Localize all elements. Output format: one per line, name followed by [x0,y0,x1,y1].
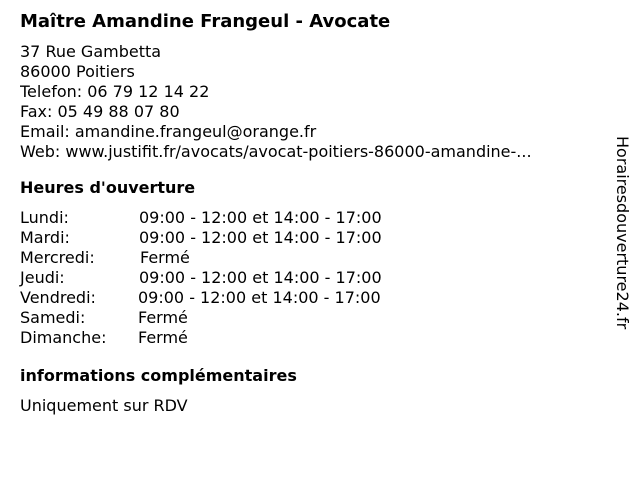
hours-heading: Heures d'ouverture [20,178,196,197]
hours-time: 09:00 - 12:00 et 14:00 - 17:00 [138,288,381,307]
hours-row-vendredi [20,288,600,308]
website-url: Web: www.justifit.fr/avocats/avocat-poitiers-86000-amandine-... [20,142,532,161]
hours-day: Dimanche: [20,328,107,347]
info-text: Uniquement sur RDV [20,396,188,415]
email-address: Email: amandine.frangeul@orange.fr [20,122,317,141]
hours-time: 09:00 - 12:00 et 14:00 - 17:00 [139,208,382,227]
hours-row-jeudi [20,268,600,288]
hours-table [20,208,600,348]
hours-day: Mercredi: [20,248,95,267]
hours-day: Jeudi: [20,268,65,287]
hours-row-lundi [20,208,600,228]
hours-day: Mardi: [20,228,70,247]
hours-time: Fermé [138,308,188,327]
hours-row-mardi [20,228,600,248]
business-card [20,10,600,416]
phone-number: Telefon: 06 79 12 14 22 [20,82,210,101]
site-brand-watermark: Horairesdouverture24.fr [613,136,632,330]
page-title: Maître Amandine Frangeul - Avocate [20,11,391,32]
fax-number: Fax: 05 49 88 07 80 [20,102,180,121]
hours-time: 09:00 - 12:00 et 14:00 - 17:00 [139,228,382,247]
city-address: 86000 Poitiers [20,62,135,81]
hours-time: Fermé [138,328,188,347]
hours-time: Fermé [140,248,190,267]
hours-row-dimanche [20,328,600,348]
street-address: 37 Rue Gambetta [20,42,162,61]
hours-time: 09:00 - 12:00 et 14:00 - 17:00 [139,268,382,287]
contact-block [20,42,600,162]
hours-day: Lundi: [20,208,69,227]
hours-day: Vendredi: [20,288,96,307]
info-heading: informations complémentaires [20,366,297,385]
hours-day: Samedi: [20,308,86,327]
hours-row-samedi [20,308,600,328]
hours-row-mercredi [20,248,600,268]
